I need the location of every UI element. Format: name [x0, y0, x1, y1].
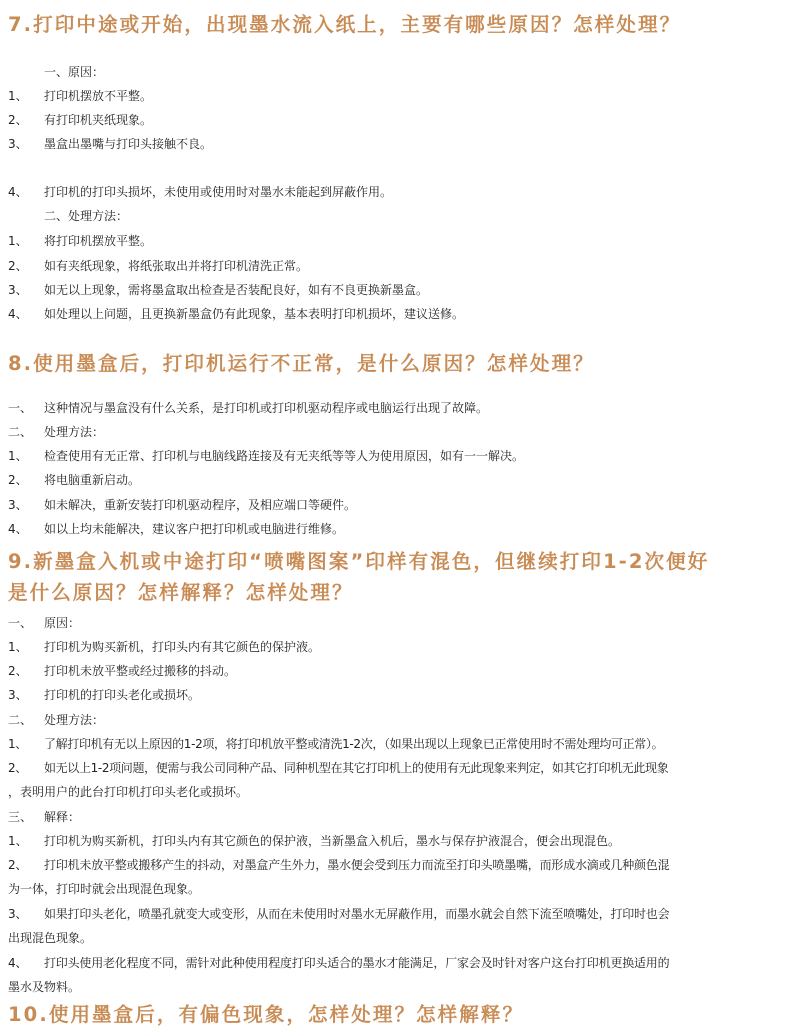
list-item-continuation: ，表明用户的此台打印机打印头老化或损坏。 — [8, 785, 249, 799]
list-item: 2、 如无以上1-2项问题，便需与我公司同种产品、同种机型在其它打印机上的使用有无此现象来判定，如其它打印机无此现象 — [8, 761, 669, 775]
section-9-heading-line-2: 是什么原因？怎样解释？怎样处理？ — [8, 581, 354, 604]
list-item-continuation: 出现混色现象。 — [8, 931, 93, 945]
section-7-heading: 7.打印中途或开始，出现墨水流入纸上，主要有哪些原因？怎样处理？ — [8, 13, 682, 36]
list-item: 4、 如以上均未能解决，建议客户把打印机或电脑进行维修。 — [8, 522, 345, 536]
list-item: 3、 墨盒出墨嘴与打印头接触不良。 — [8, 137, 213, 151]
list-item: 2、 打印机未放平整或搬移产生的抖动，对墨盒产生外力，墨水便会受到压力而流至打印头喷墨嘴，而形成水滴或几种颜色混 — [8, 858, 670, 872]
section-8-heading: 8.使用墨盒后，打印机运行不正常，是什么原因？怎样处理？ — [8, 352, 595, 375]
list-item: 1、 将打印机摆放平整。 — [8, 234, 153, 248]
list-item: 1、 打印机摆放不平整。 — [8, 89, 153, 103]
list-item-continuation: 墨水及物料。 — [8, 980, 81, 994]
list-item: 4、 打印头使用老化程度不同，需针对此种使用程度打印头适合的墨水才能满足，厂家会及时针对客户这台打印机更换适用的 — [8, 956, 670, 970]
list-item: 1、 打印机为购买新机，打印头内有其它颜色的保护液。 — [8, 640, 321, 654]
list-item: 3、 如未解决，重新安装打印机驱动程序，及相应端口等硬件。 — [8, 498, 357, 512]
list-item: 2、 打印机未放平整或经过搬移的抖动。 — [8, 664, 237, 678]
section-9-heading-line-1: 9.新墨盒入机或中途打印“喷嘴图案”印样有混色，但继续打印1-2次便好 — [8, 550, 710, 573]
list-item: 二、处理方法： — [44, 209, 129, 223]
list-item: 4、 打印机的打印头损坏，未使用或使用时对墨水未能起到屏蔽作用。 — [8, 185, 393, 199]
list-item: 3、 如果打印头老化，喷墨孔就变大或变形，从而在未使用时对墨水无屏蔽作用，而墨水就会自然下流至喷嘴处，打印时也会 — [8, 907, 670, 921]
list-item: 一、 这种情况与墨盒没有什么关系，是打印机或打印机驱动程序或电脑运行出现了故障。 — [8, 401, 489, 415]
list-item: 2、 有打印机夹纸现象。 — [8, 113, 153, 127]
list-item: 4、 如处理以上问题，且更换新墨盒仍有此现象，基本表明打印机损坏，建议送修。 — [8, 307, 465, 321]
list-item: 3、 打印机的打印头老化或损坏。 — [8, 688, 201, 702]
list-item: 3、 如无以上现象，需将墨盒取出检查是否装配良好，如有不良更换新墨盒。 — [8, 283, 429, 297]
list-item: 1、 检查使用有无正常、打印机与电脑线路连接及有无夹纸等等人为使用原因，如有一一解决。 — [8, 449, 525, 463]
list-item-continuation: 为一体，打印时就会出现混色现象。 — [8, 882, 201, 896]
list-item: 一、 原因： — [8, 616, 81, 630]
list-item: 三、 解释： — [8, 810, 81, 824]
list-item: 2、 如有夹纸现象，将纸张取出并将打印机清洗正常。 — [8, 259, 309, 273]
list-item: 2、 将电脑重新启动。 — [8, 473, 141, 487]
list-item: 一、原因： — [44, 65, 105, 79]
list-item: 二、 处理方法： — [8, 425, 105, 439]
section-10-heading: 10.使用墨盒后，有偏色现象，怎样处理？怎样解释？ — [8, 1003, 525, 1026]
list-item: 1、 打印机为购买新机，打印头内有其它颜色的保护液，当新墨盒入机后，墨水与保存护液混合，便会出现混色。 — [8, 834, 621, 848]
list-item: 1、 了解打印机有无以上原因的1-2项，将打印机放平整或清洗1-2次，（如果出现以上现象已正常使用时不需处理均可正常）。 — [8, 737, 664, 751]
list-item: 二、 处理方法： — [8, 713, 105, 727]
